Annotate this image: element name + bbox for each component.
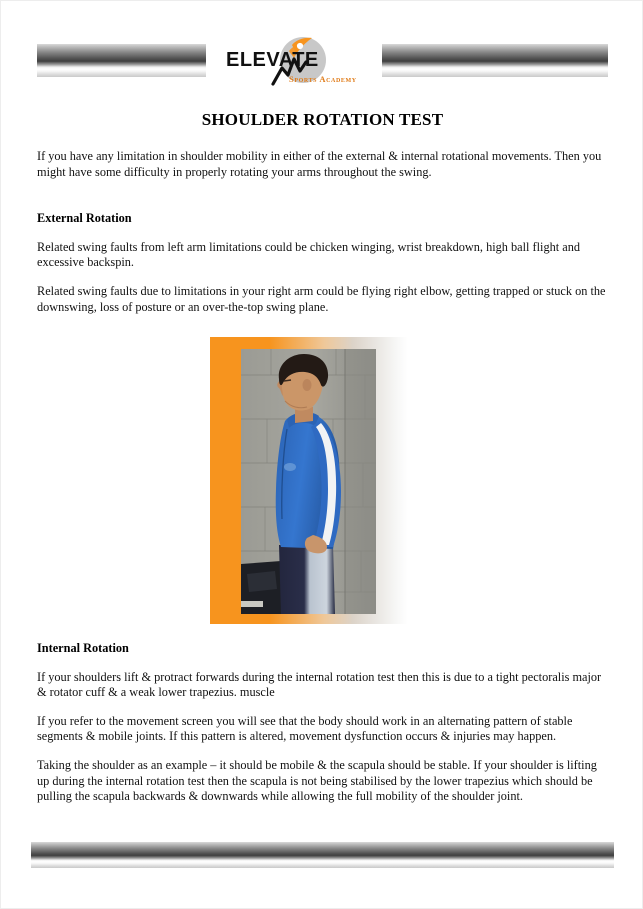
metallic-bar-right <box>382 44 608 77</box>
shoulder-rotation-photo <box>241 349 376 614</box>
logo-tagline: Sports Academy <box>289 74 357 84</box>
spacer <box>37 657 608 670</box>
spacer <box>37 227 608 240</box>
photo-illustration <box>241 349 376 614</box>
shoulder-rotation-photo-frame <box>210 337 408 624</box>
spacer <box>37 193 608 211</box>
metallic-bar-left <box>37 44 206 77</box>
internal-rotation-paragraph-2: If you refer to the movement screen you will see that the body should work in an alternating pattern of stable segments & mobile joints. If this pattern is altered, movement dysfunction occurs & injuries may happen. <box>37 713 573 744</box>
external-rotation-paragraph-1: Related swing faults from left arm limitations could be chicken winging, wrist breakdown, high ball flight and excessive backspin. <box>37 239 580 270</box>
section-heading-internal-rotation: Internal Rotation <box>37 641 129 655</box>
internal-rotation-paragraph-3: Taking the shoulder as an example – it should be mobile & the scapula should be stable. If your shoulder is lifting up during the internal rotation test then the scapula is not being stabilised by the lower trapezius which should be pulling the scapula backwards & downwards while allowing the full mobility of the shoulder joint. <box>37 757 597 804</box>
external-rotation-paragraph-2: Related swing faults due to limitations in your right arm could be flying right elbow, getting trapped or stuck on the downswing, loss of posture or an over-the-top swing plane. <box>37 283 606 314</box>
document-body-top <box>37 149 608 328</box>
elevate-logo <box>226 37 374 91</box>
page-title: SHOULDER ROTATION TEST <box>201 110 444 129</box>
page-header <box>1 1 643 101</box>
section-heading-external-rotation: External Rotation <box>37 211 132 226</box>
logo-wordmark: ELEVATE <box>226 49 319 71</box>
document-body-bottom <box>37 641 608 805</box>
metallic-bar-footer <box>31 842 614 868</box>
internal-rotation-paragraph-1: If your shoulders lift & protract forwards during the internal rotation test then this is due to a tight pectoralis major & rotator cuff & a weak lower trapezius. muscle <box>37 669 602 700</box>
intro-paragraph: If you have any limitation in shoulder mobility in either of the external & internal rotational movements. Then you might have some difficulty in properly rotating your arms throughout the swing. <box>37 149 602 179</box>
